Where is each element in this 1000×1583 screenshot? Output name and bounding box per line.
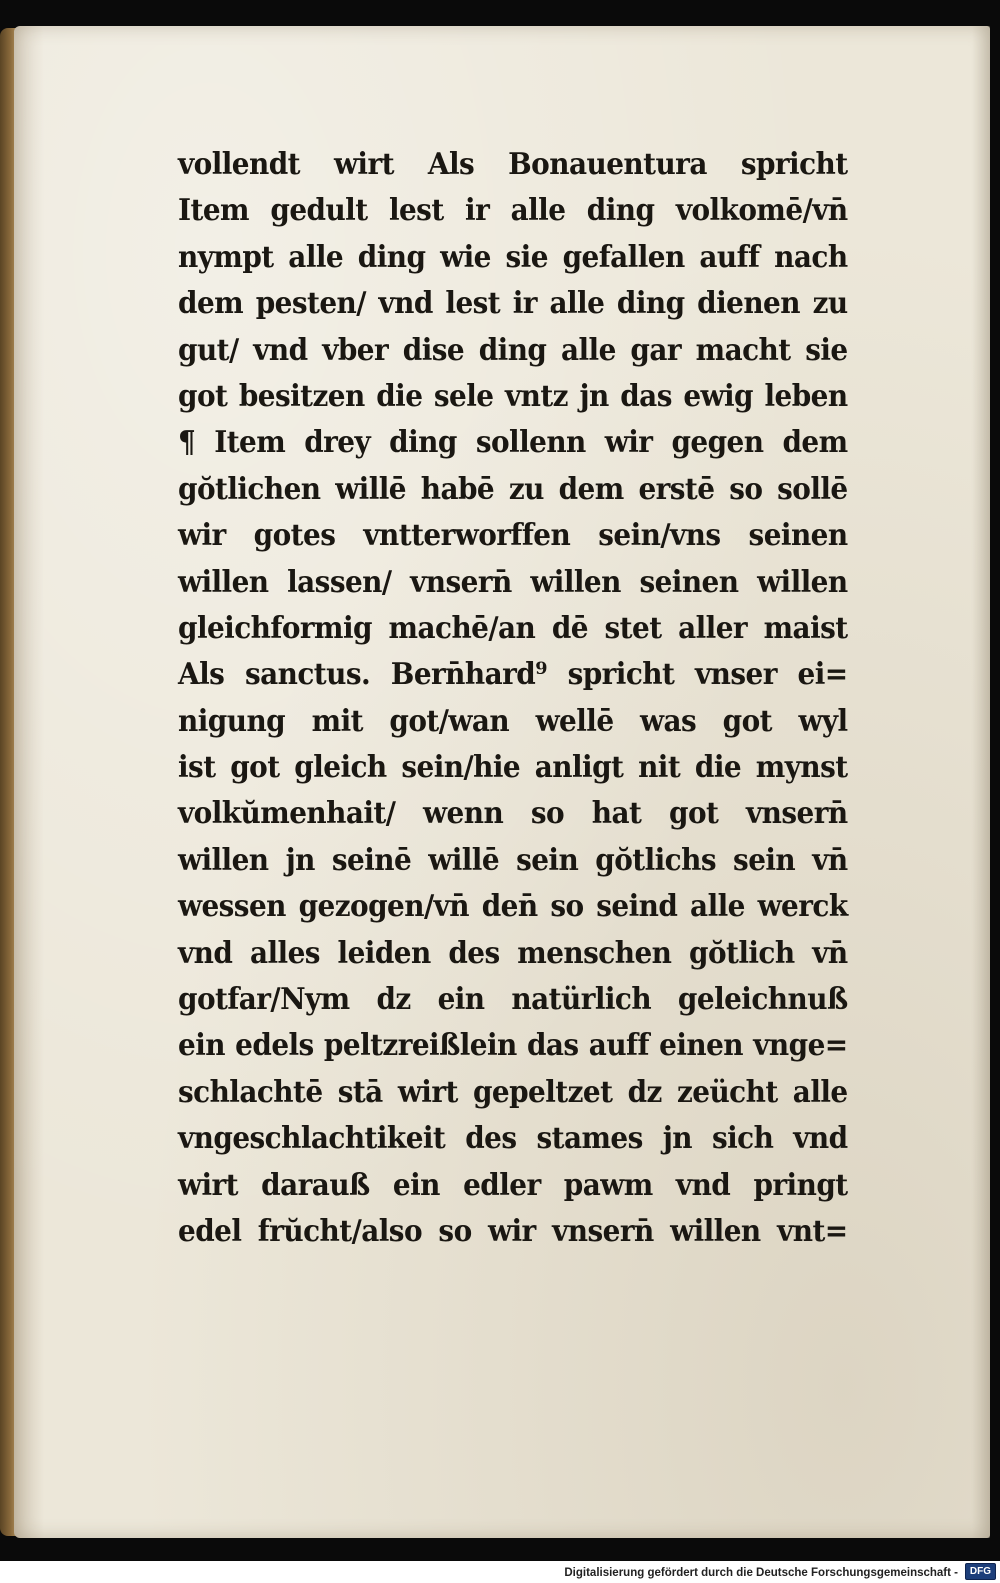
text-line: schlachtē stā wirt gepeltzet dz zeücht alle: [178, 1074, 848, 1110]
text-line: nigung mit got/wan wellē was got wyl: [178, 703, 848, 739]
text-line: volkŭmenhait/ wenn so hat got vnsern̄: [178, 796, 848, 832]
text-line: Als sanctus. Bern̄hard⁹ spricht vnser ei=: [178, 657, 848, 693]
funding-credit: Digitalisierung gefördert durch die Deutsche Forschungsgemeinschaft -: [564, 1567, 958, 1579]
text-line: edel frŭcht/also so wir vnsern̄ willen vnt=: [178, 1213, 848, 1249]
text-line: wirt darauß ein edler pawm vnd pringt: [178, 1167, 848, 1203]
text-line: got besitzen die sele vntz jn das ewig leben: [178, 378, 848, 414]
text-line: vnd alles leiden des menschen gŏtlich vn̄: [178, 935, 848, 971]
text-block: [178, 142, 898, 1255]
text-line: wir gotes vntterworffen sein/vns seinen: [178, 518, 848, 554]
text-line: Item gedult lest ir alle ding volkomē/vn̄: [178, 193, 848, 229]
footer-bar: [0, 1561, 1000, 1583]
text-line: vollendt wirt Als Bonauentura spricht: [178, 147, 848, 182]
page-edge-shadow: [972, 26, 990, 1538]
text-line: gut/ vnd vber dise ding alle gar macht sie: [178, 332, 848, 368]
text-line: ¶ Item drey ding sollenn wir gegen dem: [178, 425, 848, 461]
text-line: nympt alle ding wie sie gefallen auff nach: [178, 239, 848, 275]
text-line: vngeschlachtikeit des stames jn sich vnd: [178, 1121, 848, 1157]
text-line: ist got gleich sein/hie anligt nit die mynst: [178, 750, 848, 786]
text-line: ein edels peltzreißlein das auff einen vnge=: [178, 1028, 848, 1064]
text-line: willen jn seinē willē sein gŏtlichs sein vn̄: [178, 842, 848, 878]
text-line: gleichformig machē/an dē stet aller maist: [178, 610, 848, 646]
dfg-logo: DFG: [965, 1563, 996, 1580]
text-line: gotfar/Nym dz ein natürlich geleichnuß: [178, 982, 848, 1018]
text-line: dem pesten/ vnd lest ir alle ding dienen zu: [178, 286, 848, 322]
text-line: willen lassen/ vnsern̄ willen seinen willen: [178, 564, 848, 600]
text-line: gŏtlichen willē habē zu dem erstē so sollē: [178, 471, 848, 507]
text-line: wessen gezogen/vn̄ den̄ so seind alle werck: [178, 889, 848, 925]
